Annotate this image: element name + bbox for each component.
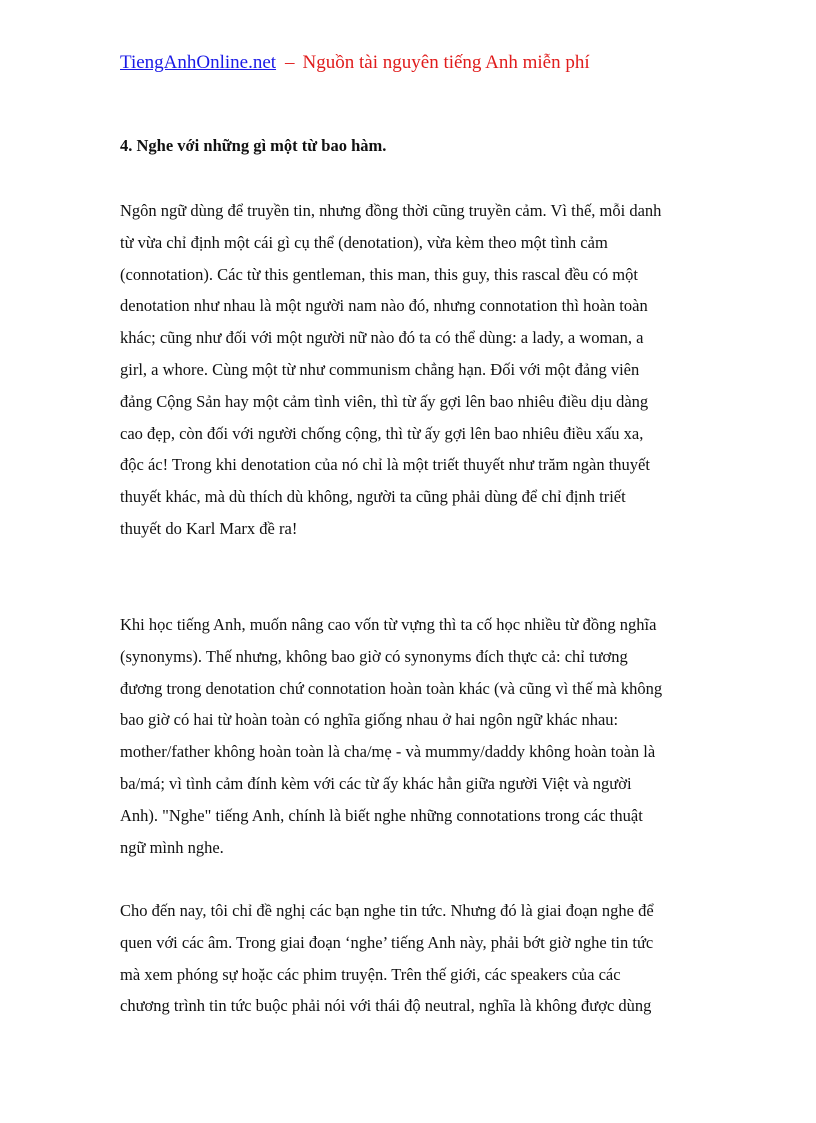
text-line: Ngôn ngữ dùng để truyền tin, nhưng đồng thời cũng truyền cảm. Vì thế, mỗi danh (120, 201, 662, 220)
text-line: thuyết khác, mà dù thích dù không, người ta cũng phải dùng để chỉ định triết (120, 487, 626, 507)
text-line: cao đẹp, còn đối với người chống cộng, thì từ ấy gợi lên bao nhiêu điều xấu xa, (120, 423, 644, 443)
page-header (120, 51, 590, 75)
section-title: 4. Nghe với những gì một từ bao hàm. (120, 136, 387, 155)
text-line: Khi học tiếng Anh, muốn nâng cao vốn từ vựng thì ta cố học nhiều từ đồng nghĩa (120, 615, 657, 634)
text-line: ba/má; vì tình cảm đính kèm với các từ ấy khác hẳn giữa người Việt và người (120, 773, 632, 793)
header-tagline: Nguồn tài nguyên tiếng Anh miễn phí (302, 52, 590, 73)
text-line: denotation như nhau là một người nam nào đó, nhưng connotation thì hoàn toàn (120, 296, 648, 316)
text-line: khác; cũng như đối với một người nữ nào đó ta có thể dùng: a lady, a woman, a (120, 328, 644, 348)
text-line: girl, a whore. Cùng một từ như communism chẳng hạn. Đối với một đảng viên (120, 359, 640, 379)
text-line: quen với các âm. Trong giai đoạn ‘nghe’ tiếng Anh này, phải bớt giờ nghe tin tức (120, 932, 654, 952)
paragraph-2 (120, 609, 700, 863)
paragraph-1 (120, 195, 700, 545)
text-line: từ vừa chỉ định một cái gì cụ thể (denotation), vừa kèm theo một tình cảm (120, 232, 608, 252)
paragraph-3 (120, 895, 700, 1022)
text-line: (connotation). Các từ this gentleman, this man, this guy, this rascal đều có một (120, 264, 638, 284)
text-line: đảng Cộng Sản hay một cảm tình viên, thì từ ấy gợi lên bao nhiêu điều dịu dàng (120, 391, 649, 411)
text-line: đương trong denotation chứ connotation hoàn toàn khác (và cũng vì thế mà không (120, 678, 663, 698)
text-line: bao giờ có hai từ hoàn toàn có nghĩa giống nhau ở hai ngôn ngữ khác nhau: (120, 710, 619, 730)
text-line: Anh). "Nghe" tiếng Anh, chính là biết nghe những connotations trong các thuật (120, 805, 643, 825)
text-line: mother/father không hoàn toàn là cha/mẹ - và mummy/daddy không hoàn toàn là (120, 742, 656, 762)
text-line: mà xem phóng sự hoặc các phim truyện. Trên thế giới, các speakers của các (120, 964, 621, 984)
text-line: ngữ mình nghe. (120, 837, 224, 857)
header-separator: – (285, 52, 295, 73)
text-line: độc ác! Trong khi denotation của nó chỉ là một triết thuyết như trăm ngàn thuyết (120, 455, 650, 475)
text-line: (synonyms). Thế nhưng, không bao giờ có synonyms đích thực cả: chỉ tương (120, 646, 628, 666)
site-link[interactable]: TiengAnhOnline.net (120, 52, 277, 73)
text-line: Cho đến nay, tôi chỉ đề nghị các bạn nghe tin tức. Nhưng đó là giai đoạn nghe để (120, 901, 654, 920)
text-line: chương trình tin tức buộc phải nói với thái độ neutral, nghĩa là không được dùng (120, 996, 652, 1016)
text-line: thuyết do Karl Marx đề ra! (120, 518, 298, 538)
